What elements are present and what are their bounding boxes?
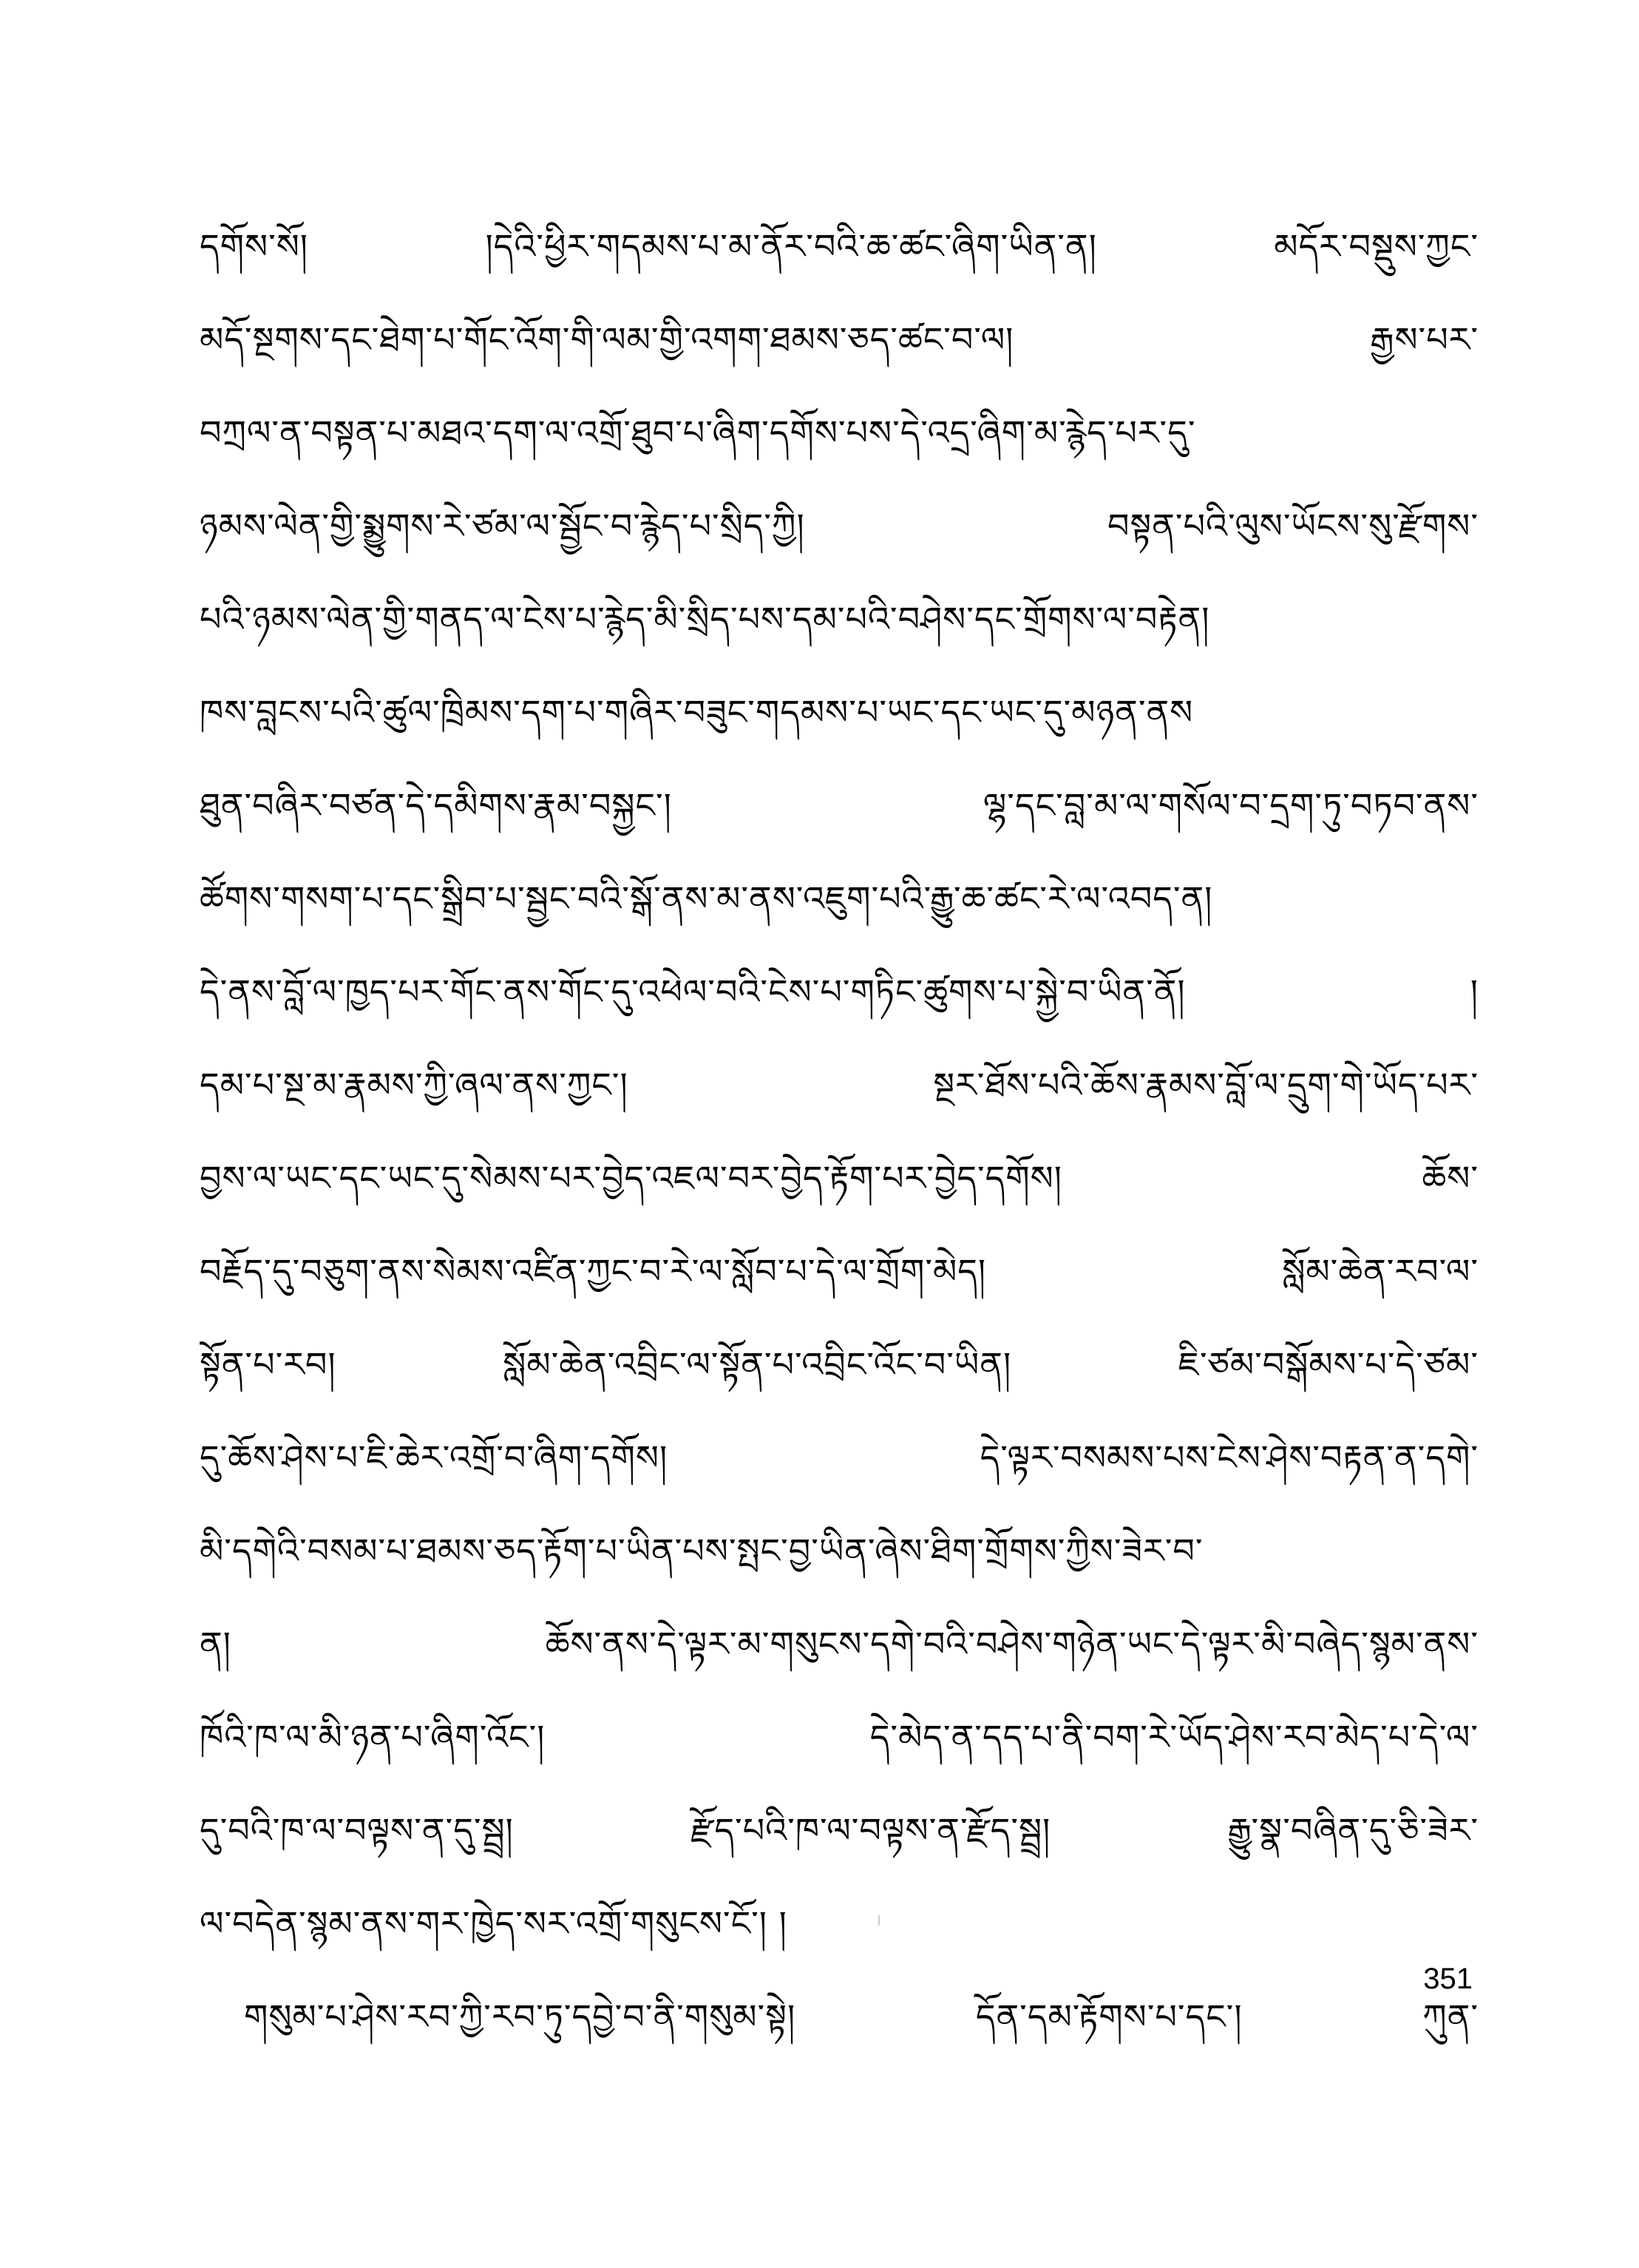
text-line: དམ་པ་སྔ་མ་རྣམས་ཀྱི་ཞལ་ནས་ཀྱང་། སྔར་ཐོས་པའི་ཆོས་རྣམས་བློ་ལ་དྲུག་གེ་ཡོད་པར་	[200, 1065, 1479, 1105]
text-line: ལ་བདེན་སྙམ་ནས་གར་ཁྱེད་སར་འགྲོ་གསུངས་ངོ་། །	[200, 1903, 787, 1943]
text-line: ན། ཆོས་ནས་དེ་ལྟར་མ་གསུངས་དགེ་བའི་བཤེས་གཉེན་ཡང་དེ་ལྟར་མི་བཞེད་སྙམ་ནས་	[200, 1624, 1479, 1664]
text-line: ཁོའི་ཁ་ལ་མི་ཉན་པ་ཞིག་འོང་། དེ་མེད་ན་དད་པ་ནི་བག་རེ་ཡོད་ཤེས་རབ་མེད་པ་དེ་ལ་	[200, 1717, 1479, 1757]
text-line: མདོ་སྔགས་དང་ཐེག་པ་གོང་འོག་གི་ལམ་གྱི་འགག་ཐམས་ཅད་ཚང་བ་ལ། རྒྱས་པར་	[200, 319, 1479, 359]
text-line: ཚོགས་གསག་པ་དང་སྒྲིབ་པ་སྦྱང་བའི་སྒོ་ནས་མ་ནས་འཇུག་པའི་རྒྱུ་ཆ་ཚང་རེ་ལ་འབད་ན།	[200, 879, 1213, 918]
text-line: པའི་ཉམས་ལེན་གྱི་གནད་ལ་ངེས་པ་རྙེད་མི་སྲིད་པས་དམ་པའི་བཤེས་དང་གྲོགས་ལ་བརྟེན།	[200, 599, 1210, 639]
page-number: 351	[1423, 1963, 1473, 1995]
text-line: བཀྲལ་ན་བསྟན་པ་མཐའ་དག་ལ་འགྲོ་ཐུབ་པ་ཞིག་དགོས་པས་དེ་འདྲ་ཞིག་མ་རྙེད་པར་དུ་	[200, 413, 1196, 453]
text-line: མི་དགེའི་བསམ་པ་ཐམས་ཅད་རྟོག་པ་ཡིན་པས་སྤང་བྱ་ཡིན་ཞེས་ཐིག་གྲོགས་ཀྱིས་ཟེར་བ་	[200, 1531, 1204, 1571]
text-line: གསུམ་པ་ཤེས་རབ་ཀྱི་རབ་ཏུ་དབྱེ་བ་ནི་གསུམ་སྟེ། དོན་དམ་རྟོགས་པ་དང་། ཀུན་	[244, 1997, 1479, 2037]
text-line: སྟོན་པ་རབ། སློམ་ཆེན་འབྲིང་ལ་སྟོན་པ་འབྲིང་འོང་བ་ཡིན། ཇི་ཙམ་བསྒོམས་པ་དེ་ཙམ་	[200, 1344, 1479, 1384]
text-line: དགོས་སོ། །དེའི་ཕྱིར་གདམས་པ་མ་ནོར་བའི་ཆ་ཚང་ཞིག་ཡིན་ན། མདོར་བསྡུས་ཀྱང་	[200, 226, 1479, 266]
text-line: ཉམས་ལེན་གྱི་སྨྱུགས་རེ་ཙམ་ལ་སྦྱོང་བ་རྙེད་པ་སྲིད་ཀྱི། བསྟན་པའི་ལུས་ཡོངས་སུ་རྫོགས་	[200, 506, 1479, 546]
text-line: དུ་ཆོས་ཤེས་པ་ཇི་ཆེར་འགྲོ་བ་ཞིག་དགོས། དེ་ལྟར་བསམས་པས་ངེས་ཤེས་བརྟན་ན་དགེ་	[200, 1438, 1479, 1477]
text-line: བྱས་ལ་ཡང་དང་ཡང་དུ་སེམས་པར་བྱེད་འཇལ་བར་བྱེད་རྟོག་པར་བྱེད་དགོས། ཆོས་	[200, 1158, 1479, 1198]
body-text	[200, 200, 1479, 2063]
text-line: དུ་བའི་ཁ་ལ་བལྟས་ན་དུ་སྦྲ། རྫོད་པའི་ཁ་ལ་བལྟས་ན་རྫོད་སྦྲ། རྒྱུ་སྣ་བཞིན་དུ་ཅི་ཟེར་	[200, 1810, 1479, 1850]
text-line: བརྗོད་དུ་བཅུག་ནས་སེམས་འཛིན་ཀྱང་བ་རེ་ལ་སློབ་པ་དེ་ལ་གྲོག་མེད། སློམ་ཆེན་རབ་ལ་	[200, 1251, 1479, 1291]
text-line: ཁས་བླངས་པའི་ཚུལ་ཁྲིམས་དག་པ་གཞིར་བཟུང་གདམས་པ་ཡང་དང་ཡང་དུ་མཉན་ནས	[200, 692, 1194, 732]
text-line: དེ་ནས་བློ་ལ་ཁྱད་པར་གོང་ནས་གོང་དུ་འཕེལ་བའི་ངེས་པ་གཏིང་ཚུགས་པ་སྐྱེ་བ་ཡིན་ནོ། །	[200, 972, 1479, 1012]
text-line: ཐུན་བཞིར་བཙན་དེ་དམིགས་རྣམ་བསྐྱང་། ལྷ་དང་བླ་མ་ལ་གསོལ་བ་དྲག་ཏུ་བཏབ་ནས་	[200, 785, 1479, 825]
scan-mark	[878, 1915, 880, 1926]
